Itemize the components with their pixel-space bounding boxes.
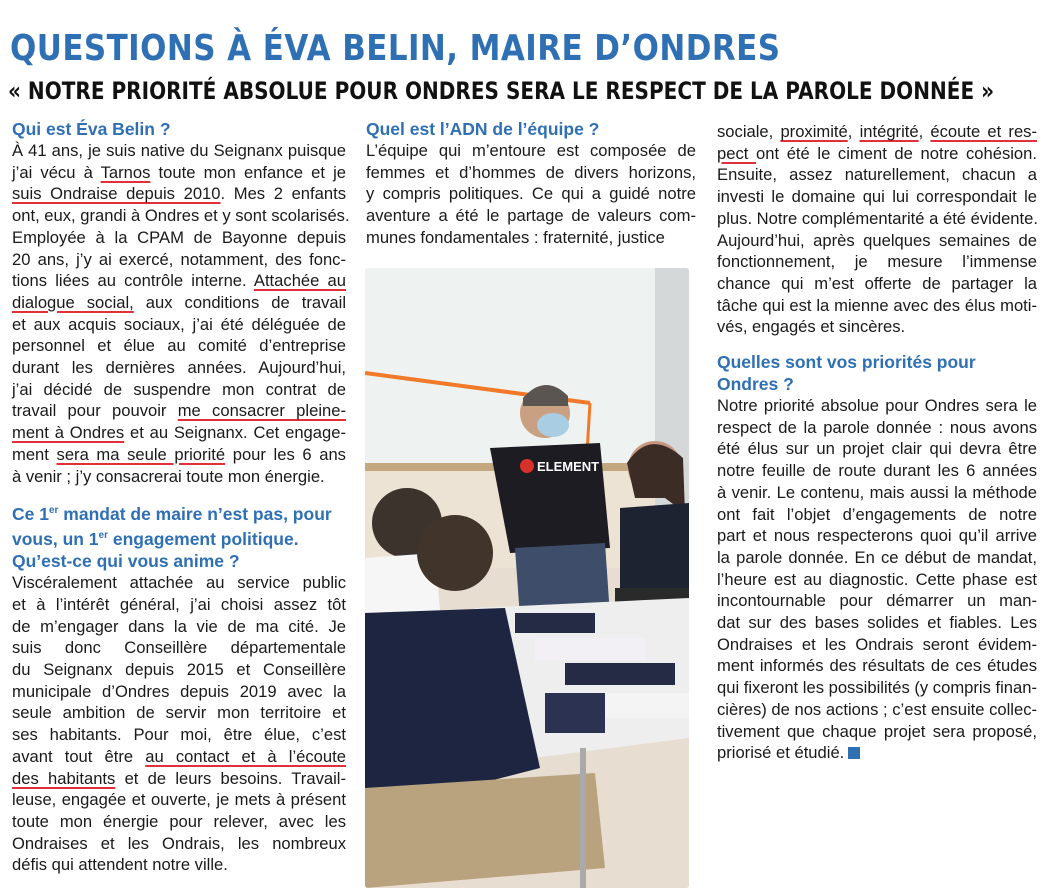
text-line <box>12 702 346 724</box>
text-line <box>12 140 346 162</box>
text-run: personnel et élue au comité d’entreprise <box>12 336 346 356</box>
text-line <box>12 594 346 616</box>
highlighted-phrase: ment à Ondres <box>12 423 125 443</box>
text-run: et au Seignanx. Cet engage- <box>124 423 346 443</box>
text-run: tivement que chaque projet sera proposé, <box>717 721 1037 741</box>
text-line <box>717 525 1037 547</box>
text-run: à venir. Le contenu, mais aussi la méthode <box>717 482 1037 502</box>
text-run: incontournable pour démarrer un man- <box>717 591 1037 611</box>
text-run: leuse, engagée et ouverte, je mets à présent <box>12 790 346 810</box>
text-line <box>717 504 1037 526</box>
text-line <box>12 183 346 205</box>
text-line <box>717 186 1037 208</box>
text-run: pour les 6 ans <box>225 444 346 464</box>
end-of-article-square-icon <box>848 747 860 759</box>
text-line <box>717 655 1037 677</box>
superscript: er <box>48 505 59 517</box>
text-line <box>717 417 1037 439</box>
text-run: , <box>847 122 860 141</box>
text-line <box>717 721 1037 743</box>
text-run: ont fait l’objet d’engagements de notre <box>717 504 1037 524</box>
text-line <box>717 273 1037 295</box>
text-line <box>717 590 1037 612</box>
text-run: aux conditions de travail <box>133 292 347 312</box>
column-3 <box>717 121 1037 764</box>
text-run: , <box>918 122 931 141</box>
text-run: tâche qui est la mienne avec des élus moti- <box>717 295 1037 315</box>
text-line <box>12 789 346 811</box>
text-line <box>717 569 1037 591</box>
text-line <box>717 482 1037 504</box>
text-line <box>12 357 346 379</box>
text-run: y compris politiques. Ce qui a guidé notre <box>366 184 696 204</box>
highlighted-phrase: suis Ondraise depuis 2010 <box>12 184 221 204</box>
text-run: ment informés des résultats de ces études <box>717 656 1037 676</box>
team-photo-illustration <box>365 268 689 888</box>
text-run: notre feuille de route durant les 6 années <box>717 461 1037 481</box>
article-title: QUESTIONS À ÉVA BELIN, MAIRE D’ONDRES <box>10 28 781 69</box>
text-line <box>12 335 346 357</box>
text-run: durant les dernières années. Aujourd’hui, <box>12 358 346 378</box>
text-run: toute mon enfance et je <box>150 162 346 182</box>
question-text: engagement politique. Qu’est-ce qui vous anime ? <box>12 529 299 572</box>
highlighted-phrase: proximité <box>780 122 848 141</box>
text-line <box>717 121 1037 143</box>
text-line <box>12 637 346 659</box>
text-run: tions liées au contrôle interne. <box>12 271 254 291</box>
text-line <box>717 612 1037 634</box>
text-line <box>717 699 1037 721</box>
text-run: toute mon énergie pour relever, avec les <box>12 811 346 831</box>
text-line <box>12 659 346 681</box>
text-run: du Seignanx depuis 2015 et Conseillère <box>12 660 346 680</box>
text-run: fonctionnement, je mesure l’immense <box>717 252 1037 272</box>
text-run: L’équipe qui m’entoure est composée de <box>366 141 696 160</box>
highlighted-phrase: Attachée au <box>253 271 346 291</box>
text-line <box>366 140 696 162</box>
text-run: ont, eux, grandi à Ondres et y sont scolarisés. <box>12 206 350 226</box>
text-line <box>717 251 1037 273</box>
text-line <box>12 444 346 466</box>
text-run: municipale d’Ondres depuis 2019 avec la <box>12 681 346 701</box>
text-line <box>717 677 1037 699</box>
text-line <box>717 438 1037 460</box>
text-line <box>12 833 346 855</box>
text-line <box>12 768 346 790</box>
answer-first-mandate <box>12 572 346 876</box>
text-run: vés, engagés et sincères. <box>717 317 906 337</box>
question-priorities: Quelles sont vos priorités pour Ondres ? <box>717 352 976 395</box>
text-run: ont été le ciment de notre cohésion. <box>756 143 1037 163</box>
text-run: Employée à la CPAM de Bayonne depuis <box>12 227 346 247</box>
text-line <box>717 395 1037 417</box>
text-run: sociale, <box>717 122 781 141</box>
answer-team-dna <box>366 140 696 249</box>
text-line <box>717 230 1037 252</box>
text-run: de m’engager dans la vie de ma cité. Je <box>12 616 346 636</box>
highlighted-phrase: intégrité <box>859 122 919 141</box>
text-line <box>717 208 1037 230</box>
highlighted-phrase: sera ma seule priorité <box>56 444 226 464</box>
text-line <box>366 183 696 205</box>
text-run: dat sur des bases solides et fiables. Les <box>717 613 1037 633</box>
text-run: Aujourd’hui, après quelques semaines de <box>717 230 1037 250</box>
text-line <box>12 724 346 746</box>
text-line <box>366 227 696 249</box>
highlighted-phrase: Tarnos <box>100 162 151 182</box>
text-run: défis qui attendent notre ville. <box>12 855 228 875</box>
question-text: mandat de maire n’est pas, pour vous, un 1 <box>12 504 332 550</box>
text-line <box>12 205 350 227</box>
answer-team-dna-continued <box>717 121 1037 338</box>
text-run: avant tout être <box>12 746 146 766</box>
text-line <box>12 292 346 314</box>
text-run: 20 ans, j’y ai exercé, notamment, des fonc- <box>12 249 346 269</box>
text-run: plus. Notre complémentarité a été évidente. <box>717 208 1038 228</box>
text-run: cières) de nos actions ; c’est ensuite collec- <box>717 699 1038 719</box>
text-run: À 41 ans, je suis native du Seignanx puisque <box>12 141 346 160</box>
text-run: Viscéralement attachée au service public <box>12 573 346 593</box>
text-run: respect de la parole donnée : nous avons <box>717 417 1037 437</box>
text-run: priorisé et étudié. <box>717 743 845 763</box>
text-line <box>12 854 346 876</box>
text-run: Notre priorité absolue pour Ondres sera le <box>717 396 1037 416</box>
text-run: j’ai vécu à <box>12 162 101 182</box>
text-run: Ondraises et les Ondrais seront évidem- <box>717 634 1037 654</box>
highlighted-phrase: des habitants <box>12 768 116 788</box>
text-line <box>717 295 1037 317</box>
text-line <box>12 314 346 336</box>
highlighted-phrase: dialogue social, <box>12 292 134 312</box>
text-run: et de leurs besoins. Travail- <box>115 768 346 788</box>
team-photo <box>365 268 689 888</box>
article-subtitle: « NOTRE PRIORITÉ ABSOLUE POUR ONDRES SERA LE RESPECT DE LA PAROLE DONNÉE » <box>8 77 995 105</box>
column-1 <box>12 118 350 876</box>
text-line <box>12 400 346 422</box>
text-line <box>12 249 346 271</box>
text-line <box>12 746 346 768</box>
text-line <box>717 547 1037 569</box>
question-team-dna: Quel est l’ADN de l’équipe ? <box>366 119 600 139</box>
highlighted-phrase: écoute et res- <box>930 122 1037 141</box>
text-line <box>12 227 346 249</box>
text-run: ses habitants. Pour moi, être élue, c’est <box>12 725 346 745</box>
text-run: été élus sur un projet clair qui devra être <box>717 439 1037 459</box>
text-run: j’ai décidé de suspendre mon contrat de <box>12 379 346 399</box>
question-first-mandate <box>12 500 346 572</box>
text-run: seule ambition de servir mon territoire et <box>12 703 346 723</box>
answer-who-is-eva-belin <box>12 140 350 487</box>
text-run: et aux acquis sociaux, j’ai été déléguée de <box>12 314 346 334</box>
column-2 <box>366 118 696 249</box>
text-run: suis donc Conseillère départementale <box>12 638 346 658</box>
question-who-is-eva-belin: Qui est Éva Belin ? <box>12 119 171 139</box>
highlighted-phrase: me consacrer pleine- <box>177 401 346 421</box>
text-line <box>717 460 1037 482</box>
text-run: munes fondamentales : fraternité, justice <box>366 227 665 247</box>
text-line <box>12 681 346 703</box>
tshirt-print: ELEMENT <box>537 459 600 474</box>
text-run: ment <box>12 444 57 464</box>
text-run: investi le domaine qui lui correspondait le <box>717 187 1037 207</box>
question-text: Ce 1 <box>12 504 49 525</box>
text-run: femmes et d’hommes de divers horizons, <box>366 162 696 182</box>
text-line <box>12 270 346 292</box>
text-line <box>12 811 346 833</box>
text-line <box>366 205 696 227</box>
text-run: chance qui m’est offerte de partager la <box>717 273 1037 293</box>
text-line <box>717 143 1037 165</box>
text-run: et à l’intérêt général, j’ai choisi assez tôt <box>12 594 346 614</box>
text-run: travail pour pouvoir <box>12 401 178 421</box>
answer-priorities <box>717 395 1037 764</box>
text-line <box>366 162 696 184</box>
text-run: aventure a été le partage de valeurs com- <box>366 206 696 226</box>
text-line <box>717 164 1037 186</box>
text-line <box>12 379 346 401</box>
text-line <box>12 466 346 488</box>
text-line <box>12 616 346 638</box>
text-run: . Mes 2 enfants <box>220 184 346 204</box>
text-run: qui fixeront les possibilités (y compris finan- <box>717 678 1038 698</box>
text-line <box>12 422 346 444</box>
text-line <box>717 634 1037 656</box>
superscript: er <box>98 530 108 542</box>
text-run: Ondraises et les Ondrais, les nombreux <box>12 833 346 853</box>
text-run: part et nous respecterons quoi qu’il arrive <box>717 526 1037 546</box>
text-line <box>717 742 1037 764</box>
text-run: à venir ; j’y consacrerai toute mon énergie. <box>12 466 325 486</box>
text-line <box>12 162 346 184</box>
text-run: l’heure est au diagnostic. Cette phase est <box>717 569 1037 589</box>
highlighted-phrase: au contact et à l’écoute <box>145 746 346 766</box>
text-run: Ensuite, assez naturellement, chacun a <box>717 165 1037 185</box>
text-line <box>717 316 1037 338</box>
highlighted-phrase: pect <box>717 143 756 163</box>
text-line <box>12 572 346 594</box>
text-run: la parole donnée. En ce début de mandat, <box>717 547 1037 567</box>
